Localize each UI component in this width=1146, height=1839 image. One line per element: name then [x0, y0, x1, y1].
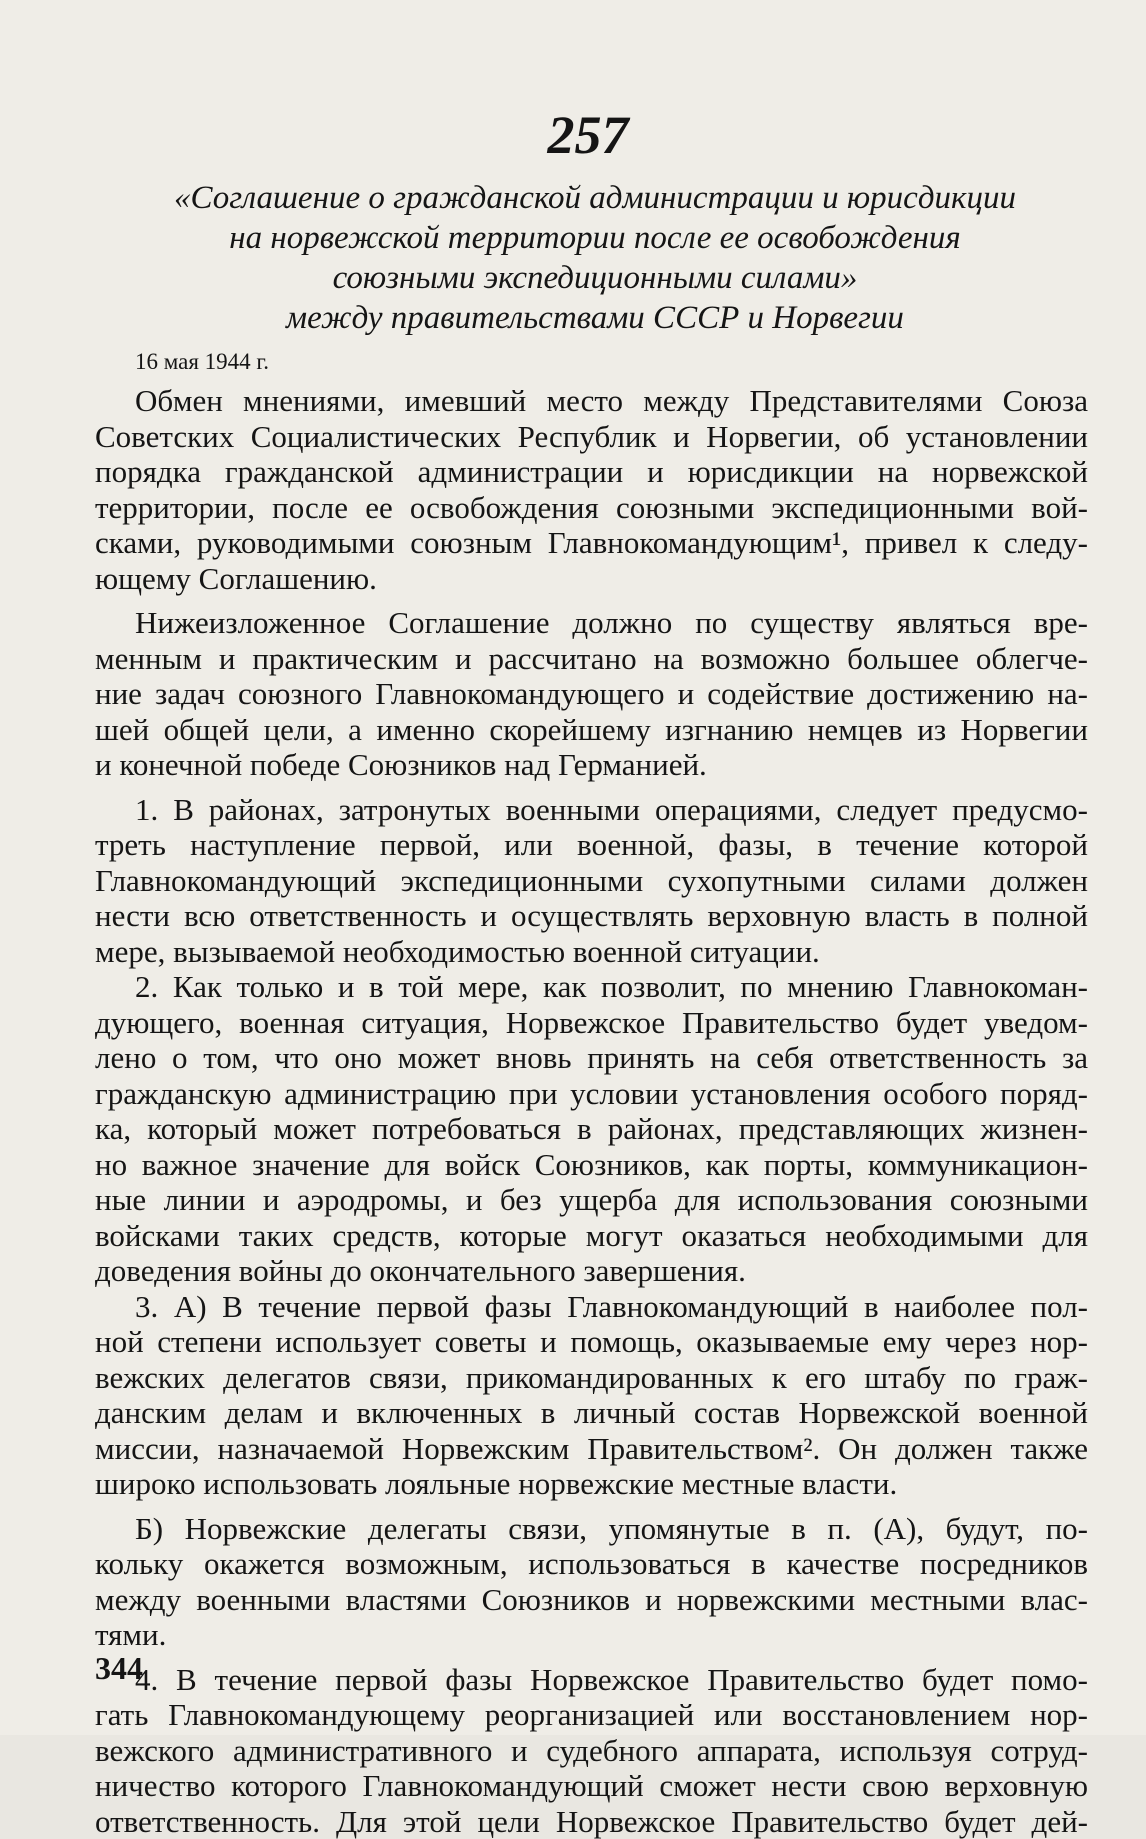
- text-line: гражданскую администрацию при условии установления особого поряд-: [95, 1076, 1088, 1112]
- title-line: «Соглашение о гражданской администрации и юрисдикции: [100, 178, 1090, 218]
- paragraph-item-1: [95, 792, 1088, 970]
- text-line: ние задач союзного Главнокомандующего и содействие достижению на-: [95, 676, 1088, 712]
- document-title: [100, 178, 1090, 338]
- text-line: доведения войны до окончательного завершения.: [95, 1253, 1088, 1289]
- text-line: но важное значение для войск Союзников, как порты, коммуникацион-: [95, 1147, 1088, 1183]
- title-line: союзными экспедиционными силами»: [100, 258, 1090, 298]
- text-line: тями.: [95, 1617, 1088, 1653]
- text-line: порядка гражданской администрации и юрисдикции на норвежской: [95, 454, 1088, 490]
- text-line: менным и практическим и рассчитано на возможно большее облегче-: [95, 641, 1088, 677]
- text-line: территории, после ее освобождения союзными экспедиционными вой-: [95, 490, 1088, 526]
- paragraph-item-4: [95, 1662, 1088, 1839]
- paragraph-item-3b: [95, 1511, 1088, 1653]
- text-line: 2. Как только и в той мере, как позволит, по мнению Главнокоман-: [95, 969, 1088, 1005]
- text-line: Советских Социалистических Республик и Норвегии, об установлении: [95, 419, 1088, 455]
- title-line: между правительствами СССР и Норвегии: [100, 298, 1090, 338]
- text-line: лено о том, что оно может вновь принять на себя ответственность за: [95, 1040, 1088, 1076]
- text-line: и конечной победе Союзников над Германией.: [95, 747, 1088, 783]
- text-line: треть наступление первой, или военной, фазы, в течение которой: [95, 827, 1088, 863]
- text-line: ные линии и аэродромы, и без ущерба для использования союзными: [95, 1182, 1088, 1218]
- text-line: 3. А) В течение первой фазы Главнокомандующий в наиболее пол-: [95, 1289, 1088, 1325]
- text-line: данским делам и включенных в личный состав Норвежской военной: [95, 1395, 1088, 1431]
- text-line: 4. В течение первой фазы Норвежское Правительство будет помо-: [95, 1662, 1088, 1698]
- text-line: 1. В районах, затронутых военными операциями, следует предусмо-: [95, 792, 1088, 828]
- document-number: 257: [0, 108, 1146, 162]
- text-line: ющему Соглашению.: [95, 561, 1088, 597]
- text-line: вежских делегатов связи, прикомандированных к его штабу по граж-: [95, 1360, 1088, 1396]
- paragraph-exchange: [95, 383, 1088, 596]
- text-line: шей общей цели, а именно скорейшему изгнанию немцев из Норвегии: [95, 712, 1088, 748]
- paragraph-item-3a: [95, 1289, 1088, 1502]
- text-line: Нижеизложенное Соглашение должно по существу являться вре-: [95, 605, 1088, 641]
- text-line: нести всю ответственность и осуществлять верховную власть в полной: [95, 898, 1088, 934]
- text-line: мере, вызываемой необходимостью военной ситуации.: [95, 934, 1088, 970]
- text-line: ной степени использует советы и помощь, оказываемые ему через нор-: [95, 1324, 1088, 1360]
- body-text: [95, 383, 1088, 1839]
- document-date: 16 мая 1944 г.: [135, 348, 269, 376]
- text-line: сками, руководимыми союзным Главнокомандующим¹, привел к следу-: [95, 525, 1088, 561]
- text-line: ка, который может потребоваться в районах, представляющих жизнен-: [95, 1111, 1088, 1147]
- page-number: 344: [95, 1650, 143, 1686]
- text-line: ничество которого Главнокомандующий сможет нести свою верховную: [95, 1768, 1088, 1804]
- text-line: вежского административного и судебного аппарата, используя сотруд-: [95, 1733, 1088, 1769]
- title-line: на норвежской территории после ее освобождения: [100, 218, 1090, 258]
- text-line: Обмен мнениями, имевший место между Представителями Союза: [95, 383, 1088, 419]
- text-line: войсками таких средств, которые могут оказаться необходимыми для: [95, 1218, 1088, 1254]
- text-line: Главнокомандующий экспедиционными сухопутными силами должен: [95, 863, 1088, 899]
- text-line: миссии, назначаемой Норвежским Правительством². Он должен также: [95, 1431, 1088, 1467]
- text-line: кольку окажется возможным, использоваться в качестве посредников: [95, 1546, 1088, 1582]
- text-line: широко использовать лояльные норвежские местные власти.: [95, 1466, 1088, 1502]
- text-line: ответственность. Для этой цели Норвежское Правительство будет дей-: [95, 1804, 1088, 1839]
- paragraph-agreement: [95, 605, 1088, 783]
- text-line: гать Главнокомандующему реорганизацией или восстановлением нор-: [95, 1697, 1088, 1733]
- text-line: Б) Норвежские делегаты связи, упомянутые в п. (А), будут, по-: [95, 1511, 1088, 1547]
- text-line: дующего, военная ситуация, Норвежское Правительство будет уведом-: [95, 1005, 1088, 1041]
- text-line: между военными властями Союзников и норвежскими местными влас-: [95, 1582, 1088, 1618]
- paragraph-item-2: [95, 969, 1088, 1289]
